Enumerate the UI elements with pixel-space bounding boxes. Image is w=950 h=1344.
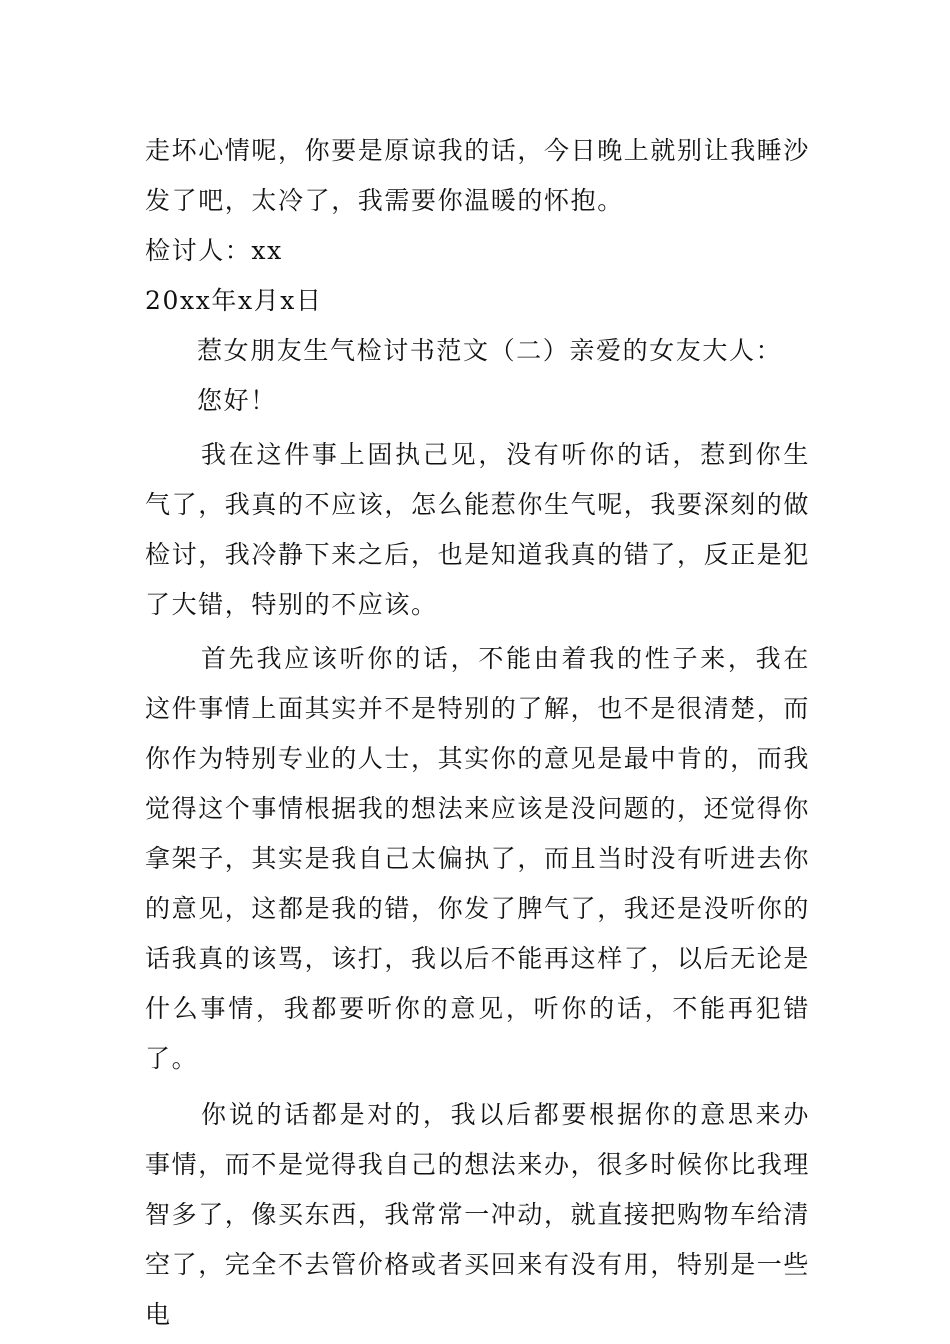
greeting-line: 您好！: [197, 386, 277, 415]
body-paragraph-2: 首先我应该听你的话，不能由着我的性子来，我在这件事情上面其实并不是特别的了解，也不是很清楚，而你作为特别专业的人士，其实你的意见是最中肯的，而我觉得这个事情根据我的想法来应该是没问题的，还觉得你拿架子，其实是我自己太偏执了，而且当时没有听进去你的意见，这都是我的错，你发了脾气了，我还是没听你的话我真的该骂，该打，我以后不能再这样了，以后无论是什么事情，我都要听你的意见，听你的话，不能再犯错了。: [145, 644, 811, 1073]
body-paragraph-1: 我在这件事上固执己见，没有听你的话，惹到你生气了，我真的不应该，怎么能惹你生气呢，我要深刻的做检讨，我冷静下来之后，也是知道我真的错了，反正是犯了大错，特别的不应该。: [145, 440, 811, 619]
date-line: 20xx年x月x日: [145, 286, 323, 315]
body-paragraph-3: 你说的话都是对的，我以后都要根据你的意思来办事情，而不是觉得我自己的想法来办，很多时候你比我理智多了，像买东西，我常常一冲动，就直接把购物车给清空了，完全不去管价格或者买回来有没有用，特别是一些电: [145, 1100, 811, 1329]
signature-line: 检讨人：xx: [145, 236, 283, 265]
continuation-paragraph: 走坏心情呢，你要是原谅我的话，今日晚上就别让我睡沙发了吧，太冷了，我需要你温暖的怀抱。: [145, 136, 811, 215]
section-title: 惹女朋友生气检讨书范文（二）亲爱的女友大人：: [197, 336, 783, 365]
document-body: [145, 126, 810, 1340]
